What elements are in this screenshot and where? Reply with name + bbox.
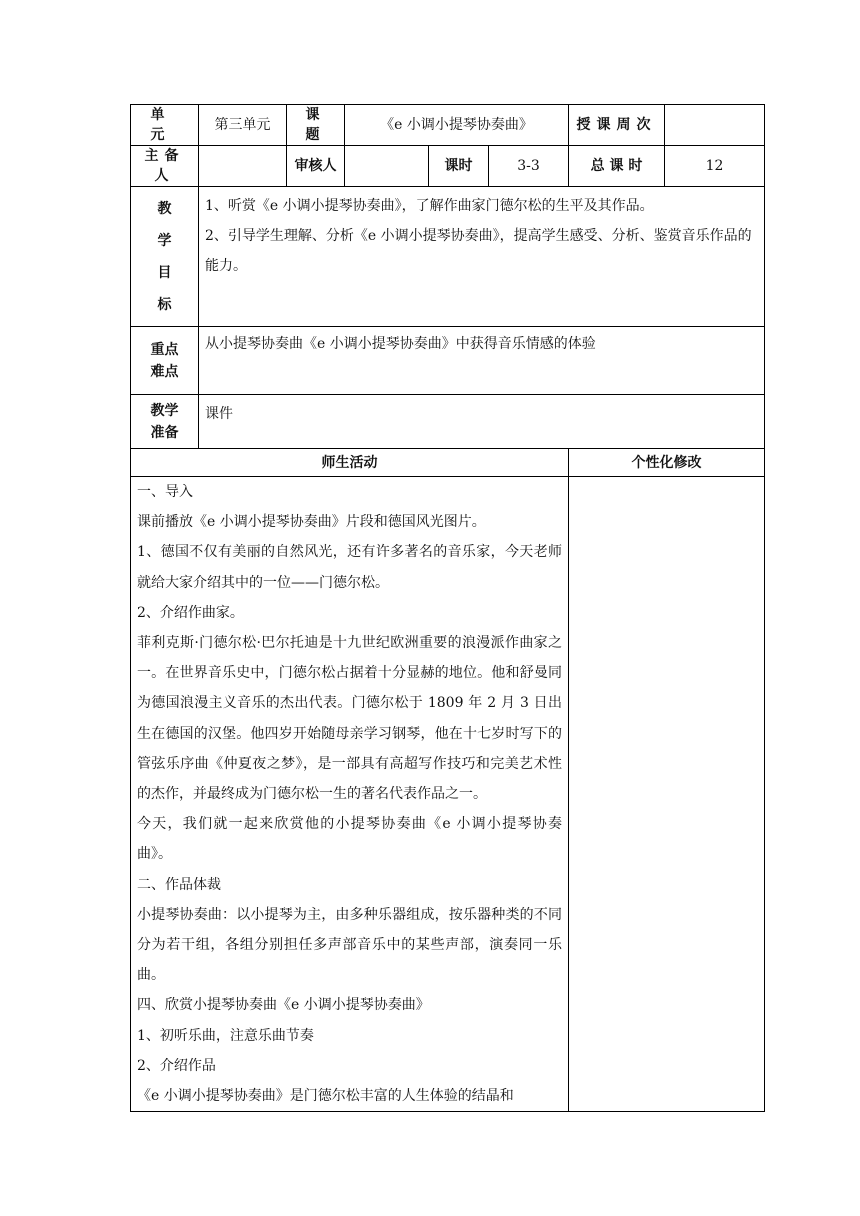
activity-paragraph: 2、介绍作品 [137, 1057, 216, 1074]
activity-paragraph: 菲利克斯·门德尔松·巴尔托迪是十九世纪欧洲重要的浪漫派作曲家之一。在世界音乐史中，门德尔松占据着十分显赫的地位。他和舒曼同为德国浪漫主义音乐的杰出代表。门德尔松于 1809 年 2 月 3 日出生在德国的汉堡。他四岁开始随母亲学习钢琴，他在十七岁时写下的管弦乐序曲《仲夏夜之梦》，是一部具有高超写作技巧和完美艺术性的杰作，并最终成为门德尔松一生的著名代表作品之一。 [137, 635, 562, 803]
activity-paragraph: 小提琴协奏曲：以小提琴为主，由多种乐器组成，按乐器种类的不同分为若干组，各组分别担任多声部音乐中的某些声部，演奏同一乐曲。 [137, 906, 562, 984]
activity-paragraph: 四、欣赏小提琴协奏曲《e 小调小提琴协奏曲》 [137, 997, 430, 1014]
total-label: 总 课 时 [569, 146, 665, 187]
notes-header: 个性化修改 [569, 449, 765, 477]
lesson-plan-page [130, 104, 764, 1112]
week-value [665, 105, 765, 146]
preparer-value [199, 146, 287, 187]
activity-paragraph: 《e 小调小提琴协奏曲》是门德尔松丰富的人生体验的结晶和 [137, 1088, 514, 1105]
preparer-label: 主备人 [131, 146, 199, 187]
reviewer-value [345, 146, 429, 187]
notes-body [569, 477, 765, 1112]
preparation-label-line: 教学 [150, 402, 179, 419]
key-points-row [131, 327, 765, 395]
key-points-label-line: 难点 [150, 363, 179, 380]
key-points-content: 从小提琴协奏曲《e 小调小提琴协奏曲》中获得音乐情感的体验 [199, 327, 765, 395]
unit-label: 单 元 [131, 105, 199, 146]
preparation-content: 课件 [199, 395, 765, 449]
activity-paragraph: 今天，我们就一起来欣赏他的小提琴协奏曲《e 小调小提琴协奏曲》。 [137, 816, 562, 863]
goals-label-char: 目 [157, 265, 172, 281]
activities-header: 师生活动 [131, 449, 569, 477]
topic-value: 《e 小调小提琴协奏曲》 [345, 105, 569, 146]
activities-header-row [131, 449, 765, 477]
period-label: 课时 [429, 146, 489, 187]
lesson-plan-table [130, 104, 765, 1112]
activity-paragraph: 课前播放《e 小调小提琴协奏曲》片段和德国风光图片。 [137, 514, 486, 531]
key-points-label [131, 327, 199, 395]
preparation-label-line: 准备 [150, 424, 179, 441]
key-points-label-line: 重点 [150, 341, 179, 358]
activity-paragraph: 1、初听乐曲，注意乐曲节奏 [137, 1027, 314, 1044]
topic-label: 课 题 [287, 105, 345, 146]
header-row-2 [131, 146, 765, 187]
header-row-1 [131, 105, 765, 146]
period-value: 3-3 [489, 146, 569, 187]
activity-paragraph: 一、导入 [137, 484, 193, 500]
week-label: 授课周次 [569, 105, 665, 146]
activities-body-row [131, 477, 765, 1112]
activity-paragraph: 1、德国不仅有美丽的自然风光，还有许多著名的音乐家，今天老师就给大家介绍其中的一位——门德尔松。 [137, 544, 562, 591]
goals-row [131, 187, 765, 327]
goals-label-char: 学 [157, 233, 172, 249]
goal-item: 2、引导学生理解、分析《e 小调小提琴协奏曲》，提高学生感受、分析、鉴赏音乐作品的能力。 [205, 228, 752, 274]
activities-body [131, 477, 569, 1112]
unit-value: 第三单元 [199, 105, 287, 146]
goals-label [131, 187, 199, 327]
preparation-row [131, 395, 765, 449]
activity-paragraph: 二、作品体裁 [137, 876, 221, 893]
goals-content [199, 187, 765, 327]
goals-label-char: 教 [157, 201, 172, 217]
goals-label-char: 标 [157, 297, 172, 313]
total-value: 12 [665, 146, 765, 187]
preparation-label [131, 395, 199, 449]
reviewer-label: 审核人 [287, 146, 345, 187]
goal-item: 1、听赏《e 小调小提琴协奏曲》，了解作曲家门德尔松的生平及其作品。 [205, 198, 654, 214]
activity-paragraph: 2、介绍作曲家。 [137, 604, 244, 621]
